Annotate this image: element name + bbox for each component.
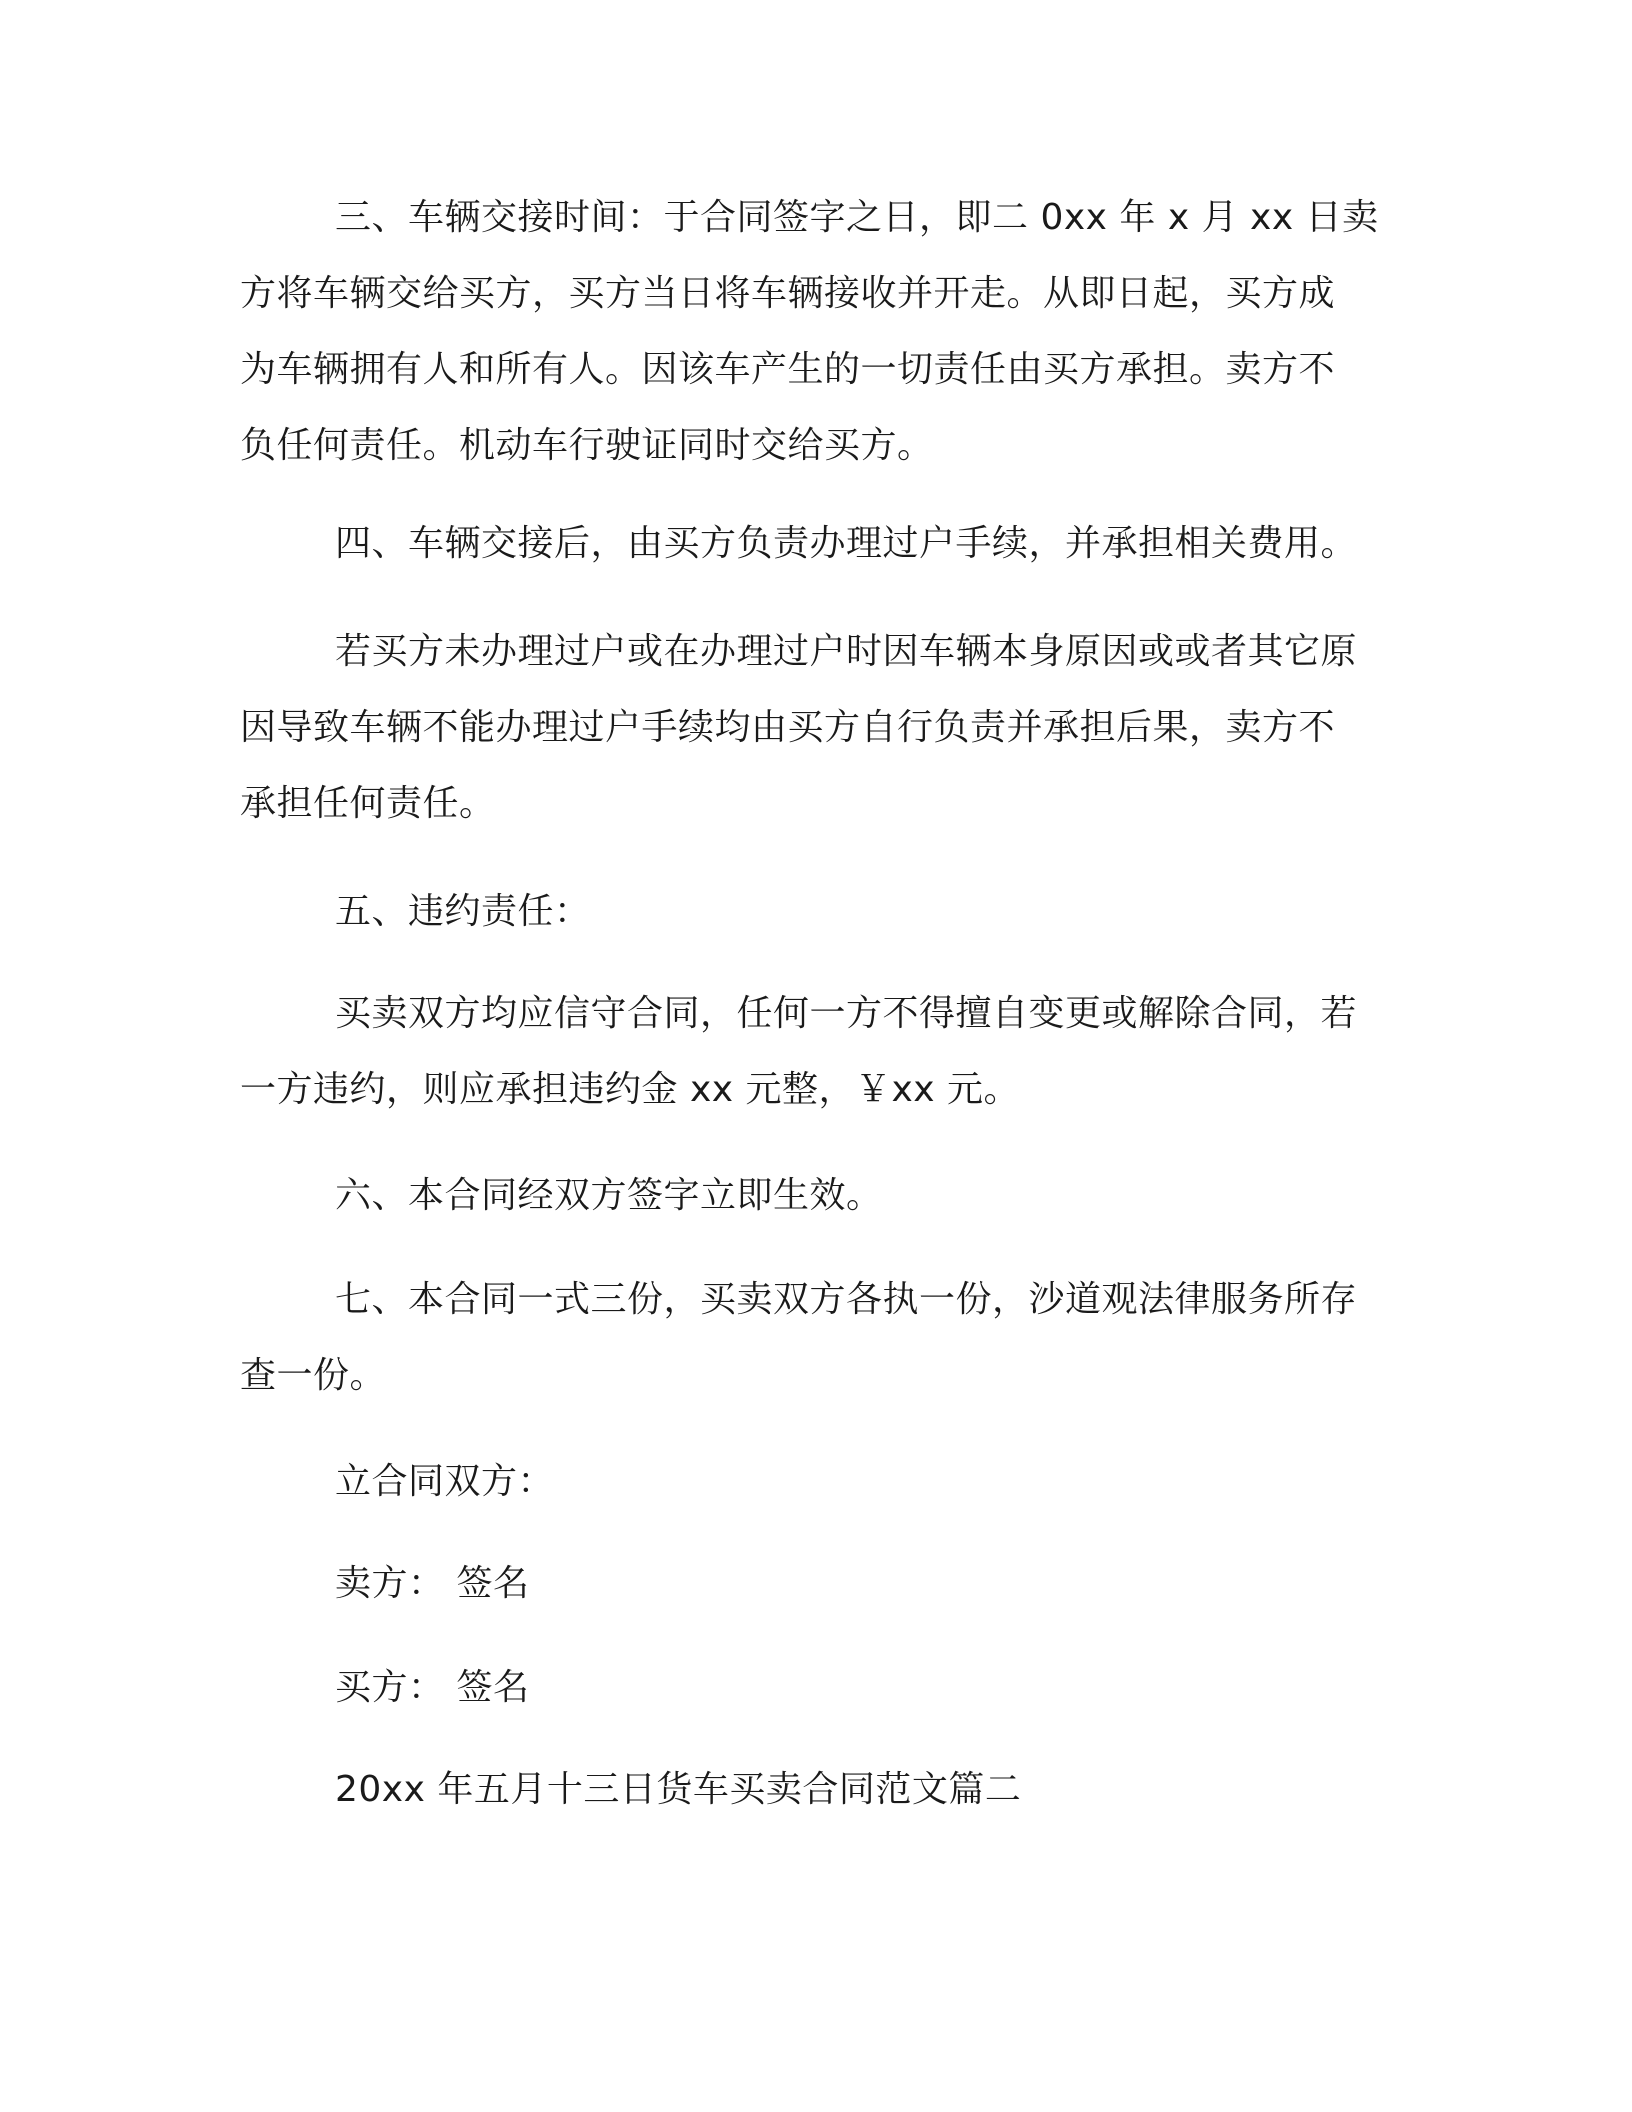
clause-3-line-1: 三、车辆交接时间：于合同签字之日，即二 0xx 年 x 月 xx 日卖 bbox=[335, 197, 1379, 238]
seller-signature: 卖方： 签名 bbox=[335, 1563, 530, 1604]
clause-4-line-1: 四、车辆交接后，由买方负责办理过户手续，并承担相关费用。 bbox=[335, 523, 1358, 564]
buyer-signature: 买方： 签名 bbox=[335, 1667, 530, 1708]
parties-heading: 立合同双方： bbox=[335, 1461, 555, 1502]
clause-3-line-2: 方将车辆交给买方，买方当日将车辆接收并开走。从即日起，买方成 bbox=[240, 273, 1336, 314]
clause-5-line-2: 一方违约，则应承担违约金 xx 元整，￥xx 元。 bbox=[240, 1069, 1021, 1110]
date-and-next-title: 20xx 年五月十三日货车买卖合同范文篇二 bbox=[335, 1769, 1022, 1810]
clause-3-line-4: 负任何责任。机动车行驶证同时交给买方。 bbox=[240, 425, 934, 466]
clause-4b-line-3: 承担任何责任。 bbox=[240, 783, 496, 824]
clause-4b-line-2: 因导致车辆不能办理过户手续均由买方自行负责并承担后果，卖方不 bbox=[240, 707, 1336, 748]
clause-7-line-2: 查一份。 bbox=[240, 1355, 387, 1396]
clause-5-line-1: 买卖双方均应信守合同，任何一方不得擅自变更或解除合同，若 bbox=[335, 993, 1358, 1034]
clause-7-line-1: 七、本合同一式三份，买卖双方各执一份，沙道观法律服务所存 bbox=[335, 1279, 1358, 1320]
clause-6-line-1: 六、本合同经双方签字立即生效。 bbox=[335, 1175, 883, 1216]
clause-3-line-3: 为车辆拥有人和所有人。因该车产生的一切责任由买方承担。卖方不 bbox=[240, 349, 1336, 390]
clause-5-heading: 五、违约责任： bbox=[335, 891, 591, 932]
clause-4b-line-1: 若买方未办理过户或在办理过户时因车辆本身原因或或者其它原 bbox=[335, 631, 1358, 672]
